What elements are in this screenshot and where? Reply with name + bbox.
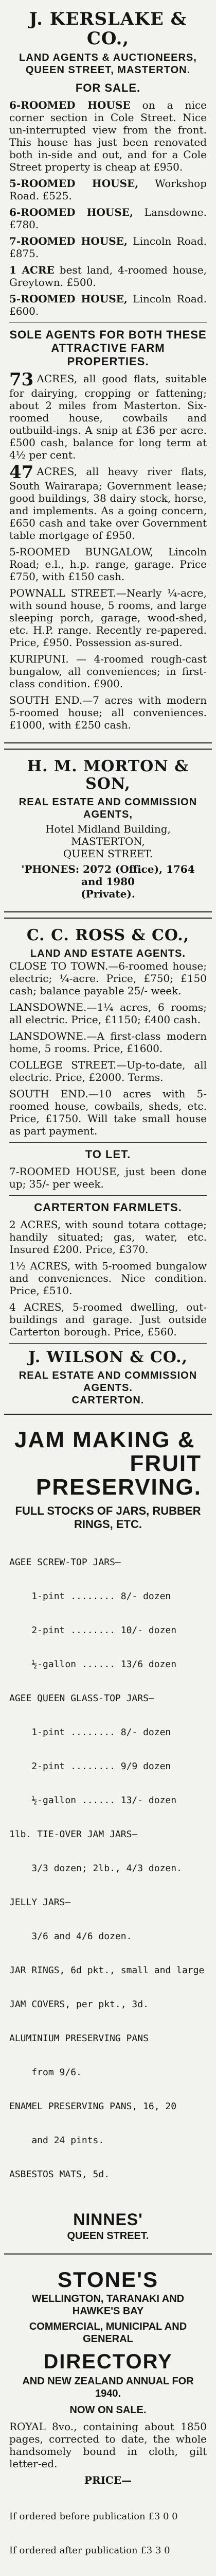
ross-listing: CLOSE TO TOWN.—6-roomed house; electric; ¼-acre. Price, £750; £150 cash; balance payable 25/- week. xyxy=(9,960,207,997)
price-heading: PRICE— xyxy=(84,2474,132,2486)
kerslake-listing xyxy=(9,264,207,289)
farm-listing-47-acres xyxy=(9,462,207,541)
ninnes-address: QUEEN STREET. xyxy=(67,2230,149,2242)
royal-description: ROYAL 8vo., containing about 1850 pages, corrected to date, the whole handsomely bound in cloth, gilt letter-ed. xyxy=(9,2420,207,2470)
listing-text: best land, 4-roomed house, Greytown. £500. xyxy=(9,264,207,289)
jam-list-line: from 9/6. xyxy=(9,2067,82,2078)
jam-list-line: 1lb. TIE-OVER JAM JARS— xyxy=(9,1829,138,1840)
carterton-farmlets-heading: CARTERTON FARMLETS. xyxy=(34,1201,182,1214)
listing-lead: 5-ROOMED HOUSE, xyxy=(9,293,128,305)
jam-list-line: JELLY JARS— xyxy=(9,1897,71,1908)
newspaper-page xyxy=(4,0,212,2576)
kerslake-listing xyxy=(9,293,207,317)
listing-text: on a nice corner section in Cole Street. Nice un-interrupted view from the front. This house has just been renovated both in-side and out, and for a Cole Street property is cheap at £950. xyxy=(9,99,207,173)
listing-text: Lincoln Road. £600. xyxy=(9,293,207,317)
kerslake-listing xyxy=(9,235,207,260)
kerslake-address: QUEEN STREET, MASTERTON. xyxy=(25,64,191,76)
morton-subtitle: REAL ESTATE AND COMMISSION xyxy=(19,796,197,808)
listing-lead: 5-ROOMED HOUSE, xyxy=(9,177,139,190)
ross-title: C. C. ROSS & CO., xyxy=(26,926,190,944)
full-stocks-heading: FULL STOCKS OF JARS, RUBBER RINGS, ETC. xyxy=(15,1504,201,1531)
morton-street: QUEEN STREET. xyxy=(63,848,153,860)
jam-list-line: AGEE SCREW-TOP JARS— xyxy=(9,1557,121,1568)
farm-text: ACRES, all heavy river flats, South Wairarapa; Government lease; good buildings, 38 dairy stock, horse, and implements. As a going concern, £650 cash and take over Government table mortgage of £950. xyxy=(9,465,207,541)
jam-list xyxy=(9,1534,207,2203)
jam-list-line: 2-pint ........ 10/- dozen xyxy=(9,1625,177,1636)
kerslake-ad xyxy=(4,1,212,743)
for-sale-heading: FOR SALE. xyxy=(75,81,141,94)
farmlet-listing: 4 ACRES, 5-roomed dwelling, out-buildings and garage. Just outside Carterton borough. Price, £560. xyxy=(9,1301,207,1338)
south-end-listing: SOUTH END.—7 acres with modern 5-roomed house; all conveniences. £1000, with £250 cash. xyxy=(9,694,207,731)
kuripuni-listing: KURIPUNI. — 4-roomed rough-cast bungalow, all conveniences; in first-class condition. £900. xyxy=(9,653,207,690)
listing-text: Workshop Road. £525. xyxy=(9,177,207,202)
listing-lead: 6-ROOMED HOUSE, xyxy=(9,206,134,218)
kerslake-listing xyxy=(9,99,207,173)
farm-listing-73-acres xyxy=(9,369,207,461)
morton-subtitle-2: AGENTS, xyxy=(83,809,133,820)
farmlet-listing: 2 ACRES, with sound totara cottage; handily situated; gas, water, etc. Insured £200. Price, £370. xyxy=(9,1218,207,1256)
stones-region-1: WELLINGTON, TARANAKI AND xyxy=(31,2293,185,2304)
jam-list-line: 1-pint ........ 8/- dozen xyxy=(9,1591,171,1602)
morton-private: (Private). xyxy=(81,888,135,900)
jam-heading-line-2: FRUIT PRESERVING. xyxy=(36,1451,202,1500)
jam-list-line: 1-pint ........ 8/- dozen xyxy=(9,1727,171,1738)
kerslake-listing xyxy=(9,177,207,202)
jam-making-ad xyxy=(4,1420,212,2255)
pownall-street-listing: POWNALL STREET.—Nearly ¼-acre, with sound house, 5 rooms, and large sleeping porch, garage, wood-shed, etc. H.P. range. Recently re-papered. Price, £950. Possession as-sured. xyxy=(9,587,207,649)
kerslake-subtitle: LAND AGENTS & AUCTIONEERS, xyxy=(19,52,197,63)
listing-lead: 1 ACRE xyxy=(9,264,55,276)
to-let-listing: 7-ROOMED HOUSE, just been done up; 35/- per week. xyxy=(9,1165,207,1190)
price-line: If ordered after publication £3 3 0 xyxy=(9,2545,170,2556)
wilson-location: CARTERTON. xyxy=(71,1395,145,1406)
jam-list-line: JAM COVERS, per pkt., 3d. xyxy=(9,1999,149,2010)
divider xyxy=(9,1343,207,1344)
wilson-title: J. WILSON & CO., xyxy=(28,1348,188,1366)
ross-listing: COLLEGE STREET.—Up-to-date, all electric. Price, £2000. Terms. xyxy=(9,1059,207,1083)
morton-phones: 'PHONES: 2072 (Office), 1764 and 1980 xyxy=(21,863,195,888)
directory-heading: DIRECTORY xyxy=(43,2350,173,2373)
stones-region-2: HAWKE'S BAY xyxy=(72,2306,144,2317)
directory-annual: AND NEW ZEALAND ANNUAL FOR 1940. xyxy=(22,2376,194,2399)
jam-list-line: ½-gallon ...... 13/- dozen xyxy=(9,1795,177,1806)
listing-text: Lincoln Road. £875. xyxy=(9,235,207,260)
jam-list-line: ½-gallon ...... 13/6 dozen xyxy=(9,1659,177,1670)
kerslake-listing xyxy=(9,206,207,231)
jam-list-line: 3/6 and 4/6 dozen. xyxy=(9,1931,132,1942)
stones-type-1: COMMERCIAL, MUNICIPAL AND xyxy=(29,2321,187,2332)
jam-list-line: ALUMINIUM PRESERVING PANS xyxy=(9,2033,149,2044)
jam-list-line: 3/3 dozen; 2lb., 4/3 dozen. xyxy=(9,1863,182,1874)
farmlet-listing: 1½ ACRES, with 5-roomed bungalow and conveniences. Nice condition. Price, £510. xyxy=(9,1260,207,1297)
ross-listing: LANSDOWNE.—1¼ acres, 6 rooms; all electric. Price, £1150; £400 cash. xyxy=(9,1001,207,1026)
listing-lead: 7-ROOMED HOUSE, xyxy=(9,235,128,247)
jam-list-line: ENAMEL PRESERVING PANS, 16, 20 xyxy=(9,2101,177,2112)
stones-title: STONE'S xyxy=(58,2267,158,2292)
jam-list-line: AGEE QUEEN GLASS-TOP JARS— xyxy=(9,1693,154,1704)
divider xyxy=(9,1195,207,1196)
ross-ad xyxy=(4,918,212,1415)
ross-listing: LANSDOWNE.—A first-class modern home, 5 rooms. Price, £1600. xyxy=(9,1030,207,1055)
morton-title: H. M. MORTON & SON, xyxy=(27,757,189,793)
divider xyxy=(9,1142,207,1143)
sole-agents-heading: SOLE AGENTS FOR BOTH THESE ATTRACTIVE FARM PROPERTIES. xyxy=(9,328,207,368)
ross-listing: SOUTH END.—10 acres with 5-roomed house, cowbails, sheds, etc. Price, £1750. Will take small house as part payment. xyxy=(9,1088,207,1137)
listing-text: Lansdowne. £780. xyxy=(9,206,207,231)
ross-subtitle: LAND AND ESTATE AGENTS. xyxy=(30,948,186,959)
price-lines xyxy=(9,2488,207,2576)
morton-ad xyxy=(4,749,212,912)
listing-lead: 6-ROOMED HOUSE xyxy=(9,99,131,111)
jam-heading-line-1: JAM MAKING & xyxy=(14,1427,195,1452)
kerslake-title: J. KERSLAKE & CO., xyxy=(29,9,187,49)
wilson-subtitle: REAL ESTATE AND COMMISSION xyxy=(19,1370,197,1381)
stones-type-2: GENERAL xyxy=(83,2333,133,2345)
bungalow-listing: 5-ROOMED BUNGALOW, Lincoln Road; e.l., h.p. range, garage. Price £750, with £150 cash. xyxy=(9,546,207,583)
big-number: 73 xyxy=(9,369,34,390)
morton-building: Hotel Midland Building, MASTERTON, xyxy=(45,823,171,848)
big-number: 47 xyxy=(9,462,34,483)
jam-list-line: ASBESTOS MATS, 5d. xyxy=(9,2169,110,2180)
price-line: If ordered before publication £3 0 0 xyxy=(9,2511,178,2522)
jam-list-line: JAR RINGS, 6d pkt., small and large xyxy=(9,1965,205,1976)
jam-list-line: and 24 pints. xyxy=(9,2135,104,2146)
ninnes-name: NINNES' xyxy=(73,2210,143,2229)
wilson-subtitle-2: AGENTS. xyxy=(83,1382,133,1394)
now-on-sale: NOW ON SALE. xyxy=(69,2404,147,2416)
to-let-heading: TO LET. xyxy=(85,1148,131,1161)
jam-list-line: 2-pint ........ 9/9 dozen xyxy=(9,1761,171,1772)
stones-ad xyxy=(4,2260,212,2576)
farm-text: ACRES, all good flats, suitable for dairying, cropping or fattening; about 2 miles from Masterton. Six-roomed house, cowbails and outbuild-ings. A snip at £36 per acre. £500 cash, balance for long term at 4½ per cent. xyxy=(9,372,207,461)
